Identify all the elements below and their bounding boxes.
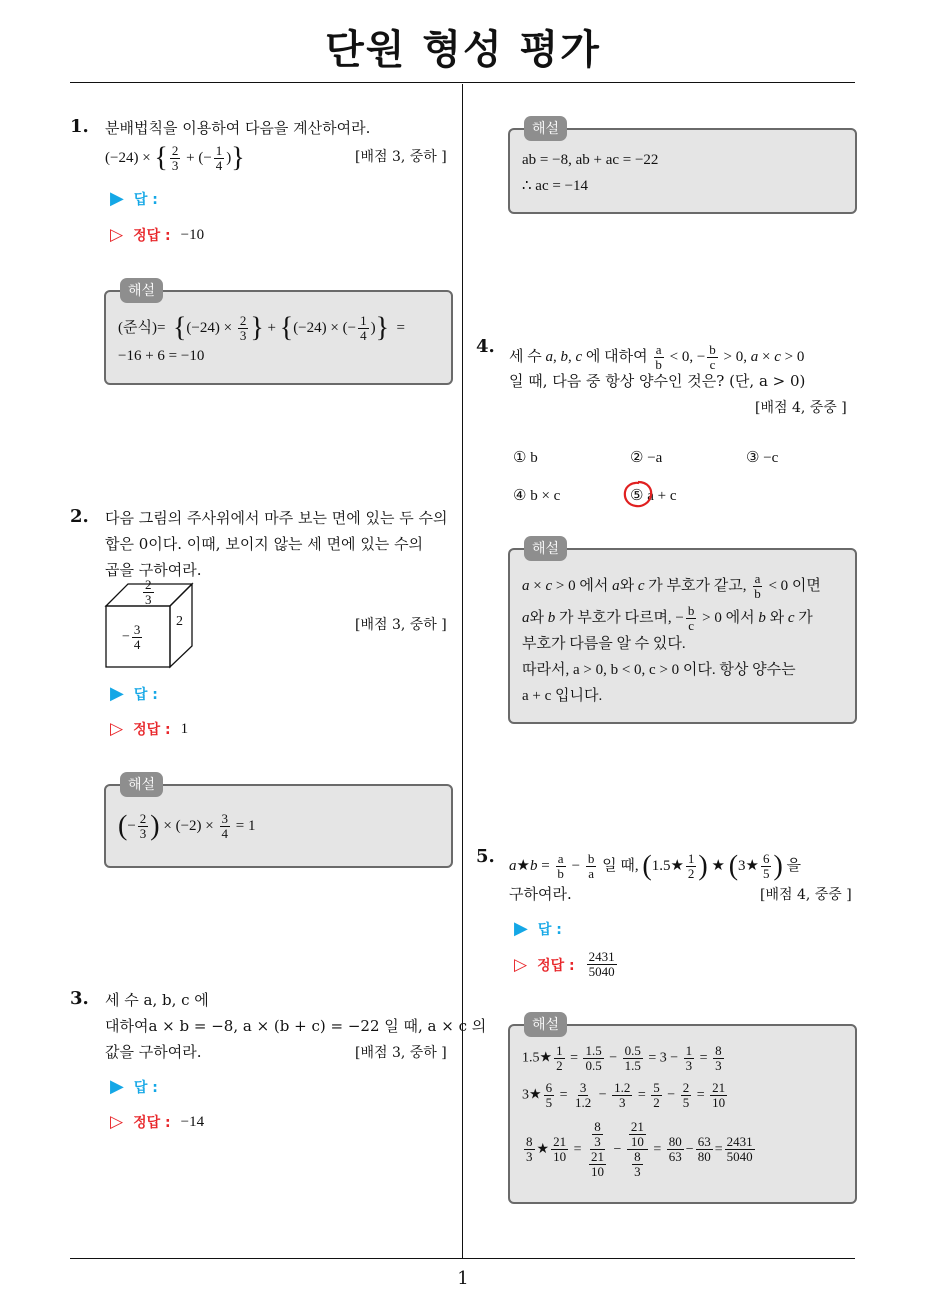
choice-1[interactable]: ① b [513,450,538,466]
page-number: 1 [457,1268,469,1289]
q5-text-line2: 구하여라. [509,885,572,903]
q3-explanation-line1: ab = −8, ab + ac = −22 [522,152,659,168]
explanation-tag: 해설 [524,536,567,561]
bottom-rule [70,1258,855,1259]
q4-explanation-box [508,541,857,724]
q4-explanation-line5: a + c 입니다. [522,688,603,704]
q5-answer-row[interactable] [514,918,562,939]
q2-correct-value: 1 [180,720,189,737]
q5-points: [배점 4, 중중 ] [760,887,852,903]
q4-points: [배점 4, 중중 ] [755,400,847,416]
explanation-tag: 해설 [524,1012,567,1037]
dice-right-label: 2 [176,614,183,629]
q1-correct-row [110,225,204,245]
q1-expression: (−24) × { $\frac{2}{3}$ + (− $\frac{1}{4}$ )} [105,142,245,174]
q4-explanation-line4: 따라서, a > 0, b < 0, c > 0 이다. 항상 양수는 [522,662,796,678]
play-icon: ▶ [110,188,124,209]
q2-text-line3: 곱을 구하여라. [105,561,202,579]
q1-correct-value: −10 [180,226,205,243]
play-icon: ▶ [110,683,124,704]
choice-4[interactable]: ④ b × c [513,488,561,504]
outline-triangle-icon: ▷ [514,954,528,975]
play-icon: ▶ [514,918,528,939]
correct-label: 정답 : [133,722,171,738]
q2-text-line1: 다음 그림의 주사위에서 마주 보는 면에 있는 두 수의 [105,509,448,527]
q2-correct-row [110,719,188,739]
choice-3[interactable]: ③ −c [746,450,779,466]
q3-text-line2: 대하여a × b = −8, a × (b + c) = −22 일 때, a × c 의 [105,1017,487,1035]
answer-circle-mark [622,479,654,509]
q1-explanation-box [104,283,453,385]
q3-points: [배점 3, 중하 ] [355,1045,447,1061]
q3-correct-row [110,1112,204,1132]
dice-top-label: $\frac{2}{3}$ [145,577,152,607]
q3-number: 3. [70,988,89,1009]
outline-triangle-icon: ▷ [110,225,124,245]
dice-front-label: − $\frac{3}{4}$ [122,622,141,652]
q3-answer-row[interactable] [110,1076,158,1097]
choice-2[interactable]: ② −a [630,450,663,466]
column-divider [462,84,463,1259]
q5-explanation-box [508,1017,857,1204]
outline-triangle-icon: ▷ [110,1112,124,1132]
q2-explanation-line1: (− $\frac{2}{3}$ ) × (−2) × $\frac{3}{4}$ = 1 [118,810,256,842]
q5-correct-row [514,950,619,979]
q4-text-line2: 일 때, 다음 중 항상 양수인 것은? (단, a > 0) [509,372,806,390]
q3-correct-value: −14 [180,1113,205,1130]
top-rule [70,82,855,83]
explanation-tag: 해설 [120,772,163,797]
q3-text-line3: 값을 구하여라. [105,1043,202,1061]
answer-label: 답 : [133,1079,158,1096]
q4-explanation-line3: 부호가 다름을 알 수 있다. [522,636,686,652]
q1-explanation-line2: −16 + 6 = −10 [118,348,205,364]
explanation-tag: 해설 [120,278,163,303]
q2-explanation-box [104,777,453,868]
q4-number: 4. [476,336,495,357]
q1-answer-row[interactable] [110,188,158,209]
q5-explanation-line3: $\frac{8}{3}$ ★ $\frac{21}{10}$ = $\frac{\frac{8}{3}}{\frac{21}{10}}$ − $\frac{\frac{21}{10}}{\frac{8}{3}}$ = $\frac{80}{63}$ − $\frac{63}{80}$ = $\frac{2431}{5040}$ [526,1119,753,1179]
answer-label: 답 : [537,921,562,938]
choice-5[interactable]: ⑤ a + c [630,488,677,504]
q5-number: 5. [476,846,495,867]
q4-explanation-line2: a와 b 가 부호가 다르며, − $\frac{b}{c}$ > 0 에서 b 와 c 가 [522,603,813,633]
q1-explanation-line1: (준식)= {(−24) × $\frac{2}{3}$ } + {(−24) × (− $\frac{1}{4}$ )} = [118,312,405,344]
q1-number: 1. [70,116,89,137]
answer-label: 답 : [133,191,158,208]
q3-explanation-line2: ∴ ac = −14 [522,178,589,194]
page-title: 단원 형성 평가 [325,27,601,73]
correct-label: 정답 : [537,957,575,974]
q2-answer-row[interactable] [110,683,158,704]
outline-triangle-icon: ▷ [110,719,124,739]
play-icon: ▶ [110,1076,124,1097]
q5-text-line1: a★b = $\frac{a}{b}$ − $\frac{b}{a}$ 일 때, (1.5★ $\frac{1}{2}$ ) ★ (3★ $\frac{6}{5}$ ) 을 [509,850,802,882]
q2-text-line2: 합은 0이다. 이때, 보이지 않는 세 면에 있는 수의 [105,535,424,553]
q5-explanation-line1: 1.5★ $\frac{1}{2}$ = $\frac{1.5}{0.5}$ − $\frac{0.5}{1.5}$ = 3 − $\frac{1}{3}$ = $\frac{8}{3}$ [522,1043,722,1073]
q5-correct-value: $\frac{2431}{5040}$ [588,949,615,979]
q3-text-line1: 세 수 a, b, c 에 [105,991,209,1009]
correct-label: 정답 : [133,228,171,244]
q2-number: 2. [70,506,89,527]
explanation-tag: 해설 [524,116,567,141]
q4-explanation-line1: a × c > 0 에서 a와 c 가 부호가 같고, $\frac{a}{b}$ < 0 이면 [522,571,821,601]
answer-label: 답 : [133,686,158,703]
q1-text: 분배법칙을 이용하여 다음을 계산하여라. [105,119,371,137]
q2-points: [배점 3, 중하 ] [355,617,447,633]
correct-label: 정답 : [133,1115,171,1131]
q1-points: [배점 3, 중하 ] [355,149,447,165]
q3-explanation-box [508,121,857,214]
q5-explanation-line2: 3★ $\frac{6}{5}$ = $\frac{3}{1.2}$ − $\frac{1.2}{3}$ = $\frac{5}{2}$ − $\frac{2}{5}$ = $\frac{21}{10}$ [522,1080,726,1110]
q4-text-line1: 세 수 a, b, c 에 대하여 $\frac{a}{b}$ < 0, − $\frac{b}{c}$ > 0, a × c > 0 [509,342,805,372]
